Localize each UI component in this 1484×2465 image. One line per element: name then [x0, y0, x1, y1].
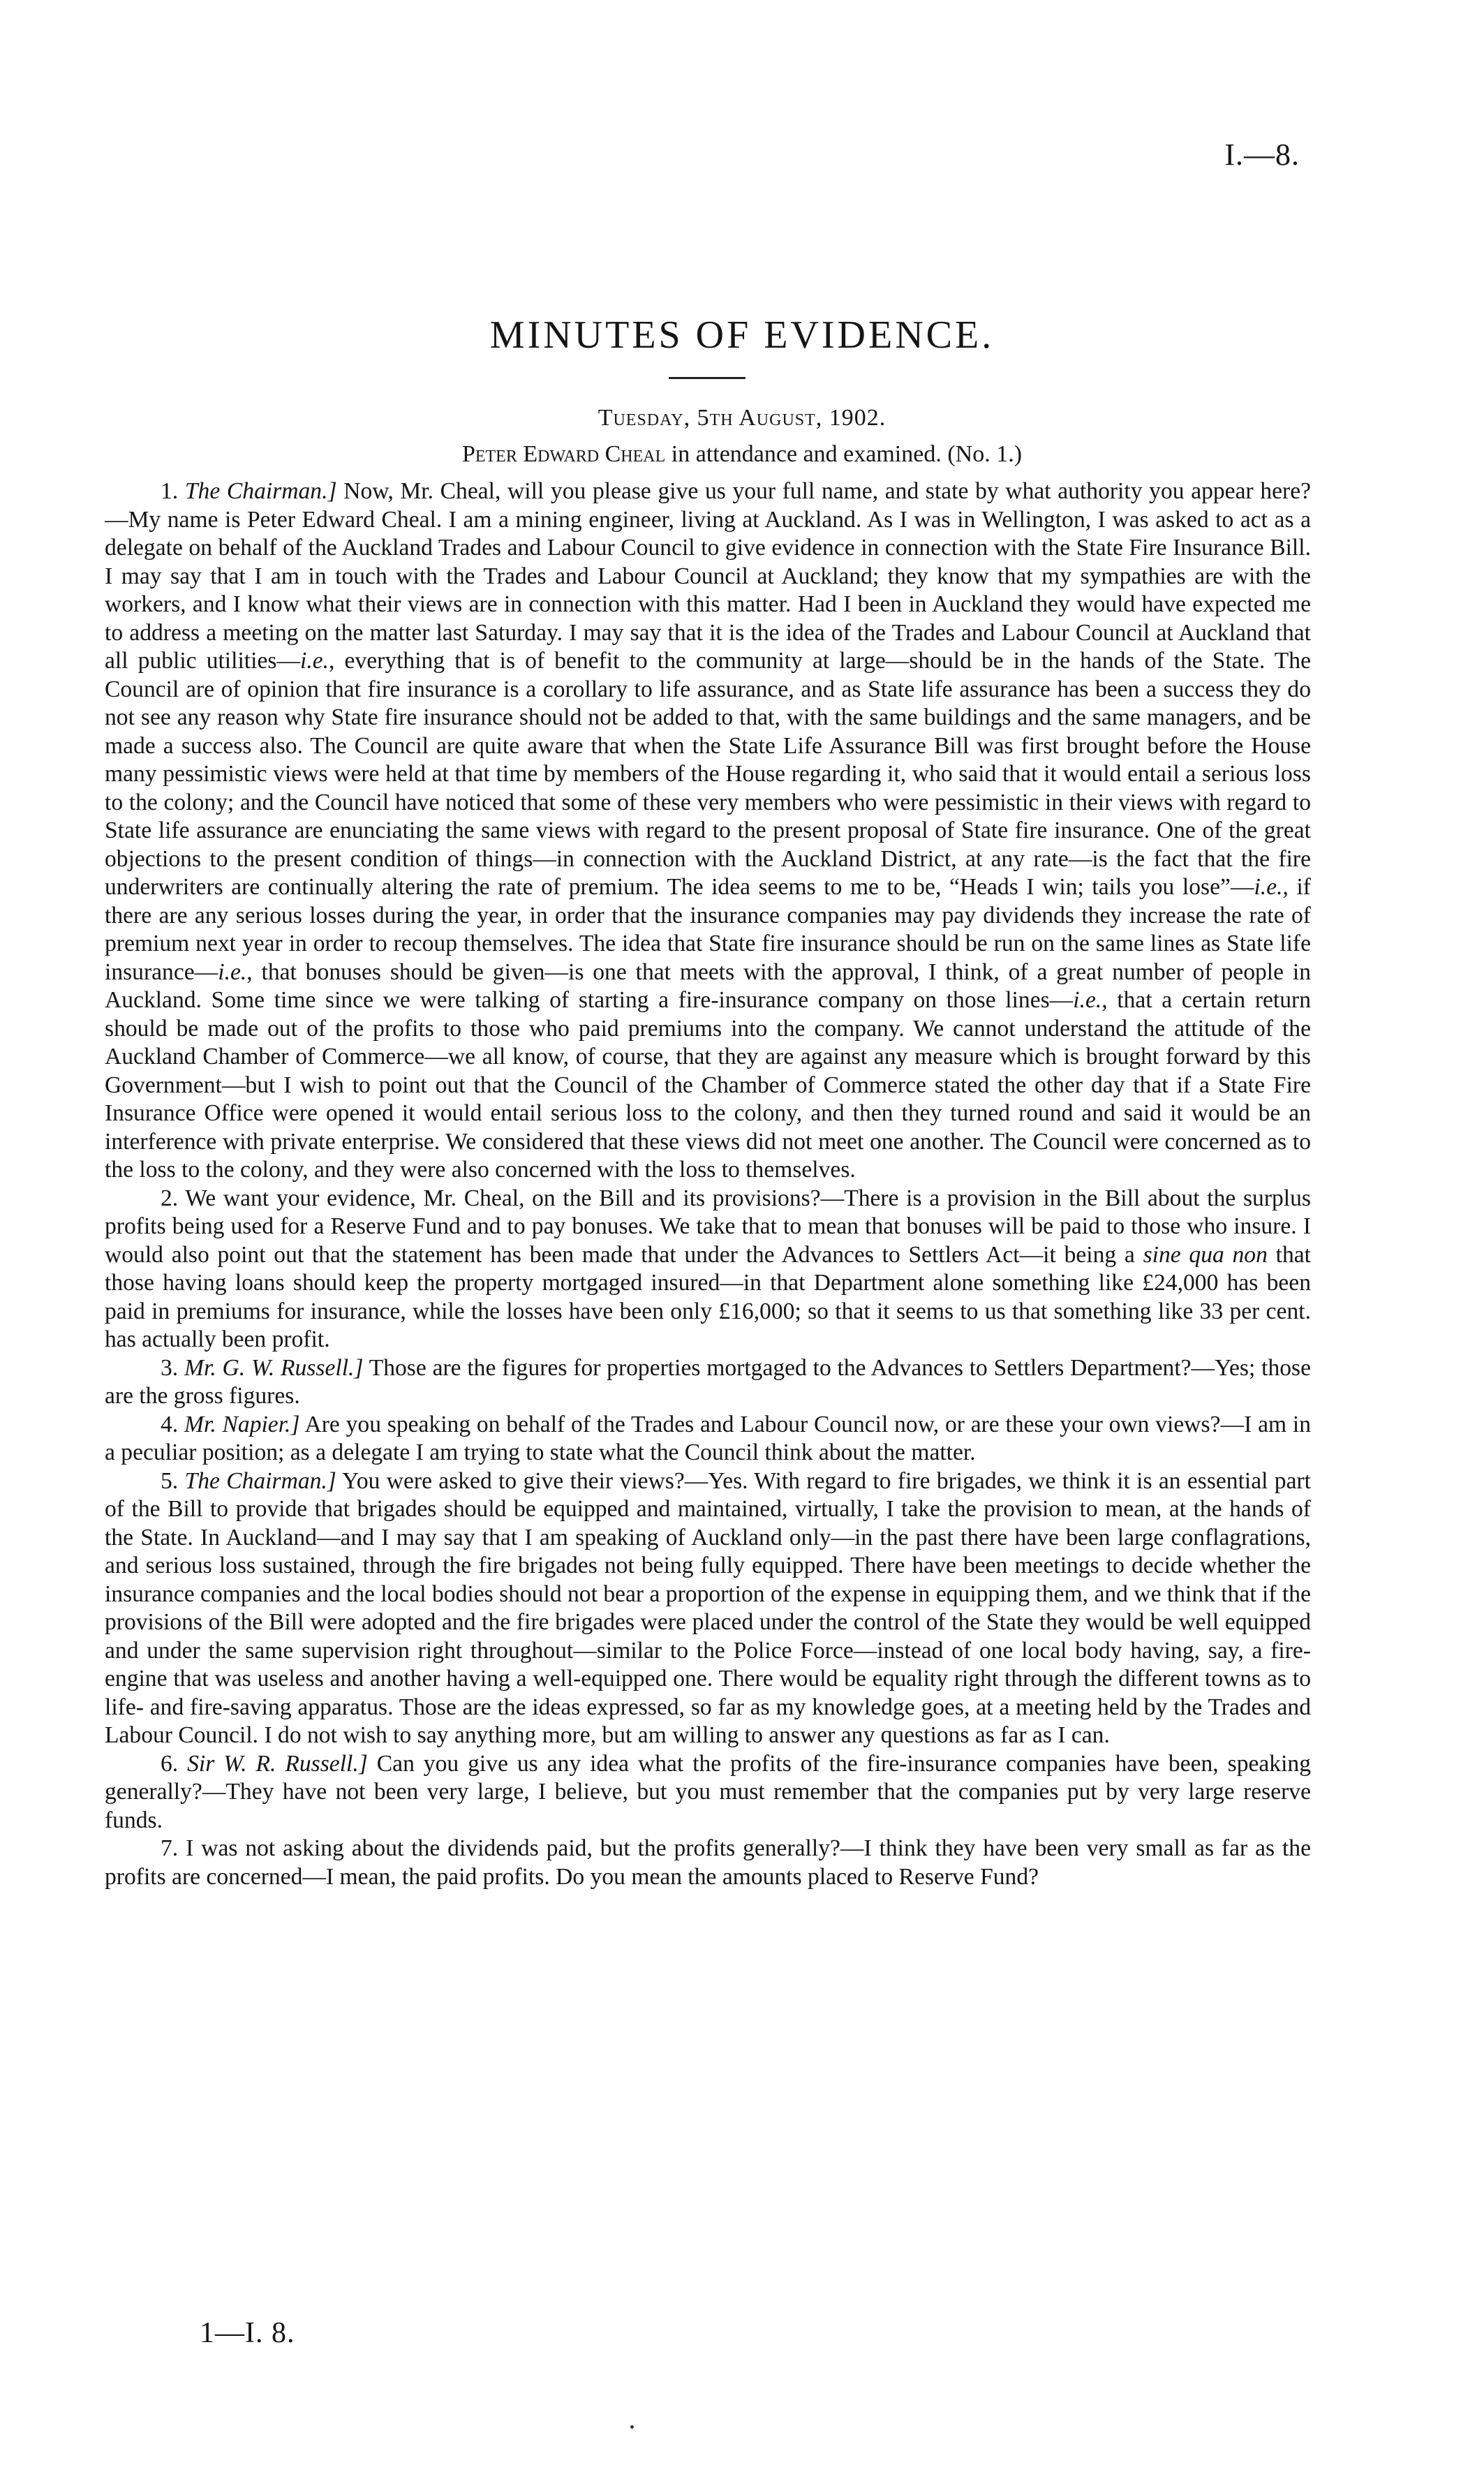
title-rule	[669, 377, 745, 379]
page-title: MINUTES OF EVIDENCE.	[489, 313, 995, 357]
evidence-paragraph	[105, 1354, 1311, 1411]
witness-number: (No. 1.)	[947, 441, 1023, 467]
question-number: 5.	[161, 1467, 179, 1494]
speaker-name: The Chairman.]	[184, 478, 337, 504]
paragraph-text: , if there are any serious losses during the year, in order that the insurance companies may pay dividends they increase the rate of premium next year in order to recoup themselves. The idea that State fire insurance should be run on the same lines as State life insurance—	[105, 874, 1311, 985]
question-number: 7.	[161, 1835, 179, 1861]
paragraph-text: Can you give us any idea what the profits of the fire-insurance companies have been, speaking generally?—They have not been very large, I believe, but you must remember that the companies put by very large reserve funds.	[105, 1750, 1311, 1833]
speaker-name: Sir W. R. Russell.]	[187, 1750, 368, 1777]
witness-name: Peter Edward Cheal	[461, 441, 666, 467]
paragraph-text: We want your evidence, Mr. Cheal, on the Bill and its provisions?—There is a provision in the Bill about the surplus profits being used for a Reserve Fund and to pay bonuses. We take that to mean that bonuses will be paid to those who insure. I would also point out that the statement has been made that under the Advances to Settlers Act—it being a	[105, 1185, 1311, 1268]
italic-phrase: i.e.	[300, 648, 329, 674]
stray-dot	[630, 2425, 634, 2429]
witness-line	[0, 441, 1484, 468]
paragraph-text: Those are the figures for properties mortgaged to the Advances to Settlers Department?—Yes; those are the gross figures.	[105, 1354, 1311, 1409]
page-reference: I.—8.	[1224, 138, 1300, 172]
evidence-paragraph	[105, 1750, 1311, 1835]
evidence-paragraph	[105, 1185, 1311, 1354]
paragraph-text: , that bonuses should be given—is one that meets with the approval, I think, of a great number of people in Auckland. Some time since we were talking of starting a fire-insurance company on those lines—	[105, 958, 1311, 1013]
italic-phrase: sine qua non	[1143, 1241, 1268, 1268]
question-number: 1.	[161, 478, 179, 504]
evidence-paragraph	[105, 1411, 1311, 1467]
question-number: 6.	[161, 1750, 179, 1777]
evidence-body	[105, 478, 1311, 1891]
evidence-paragraph	[105, 1835, 1311, 1891]
paragraph-text: I was not asking about the dividends paid, but the profits generally?—I think they have been very small as far as the profits are concerned—I mean, the paid profits. Do you mean the amounts placed to Reserve Fund?	[105, 1835, 1311, 1890]
paragraph-text: Now, Mr. Cheal, will you please give us your full name, and state by what authority you appear here?—My name is Peter Edward Cheal. I am a mining engineer, living at Auckland. As I was in Wellington, I was asked to act as a delegate on behalf of the Auckland Trades and Labour Council to give evidence in connection with the State Fire Insurance Bill. I may say that I am in touch with the Trades and Labour Council at Auckland; they know that my sympathies are with the workers, and I know what their views are in connection with this matter. Had I been in Auckland they would have expected me to address a meeting on the matter last Saturday. I may say that it is the idea of the Trades and Labour Council at Auckland that all public utilities—	[105, 478, 1312, 674]
witness-status: in attendance and examined.	[671, 441, 942, 467]
paragraph-text: , everything that is of benefit to the community at large—should be in the hands of the State. The Council are of opinion that fire insurance is a corollary to life assurance, and as State life assurance has been a success they do not see any reason why State fire insurance should not be added to that, with the same buildings and the same managers, and be made a success also. The Council are quite aware that when the State Life Assurance Bill was first brought before the House many pessimistic views were held at that time by members of the House regarding it, who said that it would entail a serious loss to the colony; and the Council have noticed that some of these very members who were pessimistic in their views with regard to State life assurance are enunciating the same views with regard to the present proposal of State fire insurance. One of the great objections to the present condition of things—in connection with the Auckland District, at any rate—is the fact that the fire underwriters are continually altering the rate of premium. The idea seems to me to be, “Heads I win; tails you lose”—	[105, 648, 1312, 900]
evidence-paragraph	[105, 1467, 1311, 1750]
italic-phrase: i.e.	[1073, 987, 1102, 1013]
italic-phrase: i.e.	[1254, 874, 1283, 900]
paragraph-text: that those having loans should keep the property mortgaged insured—in that Department alone something like £24,000 has been paid in premiums for insurance, while the losses have been only £16,000; so that it seems to us that something like 33 per cent. has actually been profit.	[105, 1241, 1311, 1352]
session-date: Tuesday, 5th August, 1902.	[598, 405, 886, 431]
speaker-name: The Chairman.]	[184, 1467, 336, 1494]
paragraph-text: You were asked to give their views?—Yes. With regard to fire brigades, we think it is an essential part of the Bill to provide that brigades should be equipped and maintained, virtually, I take the provision to mean, at the hands of the State. In Auckland—and I may say that I am speaking of Auckland only—in the past there have been large conflagrations, and serious loss sustained, through the fire brigades not being fully equipped. There have been meetings to decide whether the insurance companies and the local bodies should not bear a proportion of the expense in equipping them, and we think that if the provisions of the Bill were adopted and the fire brigades were placed under the control of the State they would be well equipped and under the same supervision right throughout—similar to the Police Force—instead of one local body having, say, a fire-engine that was useless and another having a well-equipped one. There would be equality right through the different towns as to life- and fire-saving apparatus. Those are the ideas expressed, so far as my knowledge goes, at a meeting held by the Trades and Labour Council. I do not wish to say anything more, but am willing to answer any questions as far as I can.	[105, 1467, 1311, 1748]
paragraph-text: , that a certain return should be made out of the profits to those who paid premiums into the company. We cannot understand the attitude of the Auckland Chamber of Commerce—we all know, of course, that they are against any measure which is brought forward by this Government—but I wish to point out that the Council of the Chamber of Commerce stated the other day that if a State Fire Insurance Office were opened it would entail serious loss to the colony, and then they turned round and said it would be an interference with private enterprise. We considered that these views did not meet one another. The Council were concerned as to the loss to the colony, and they were also concerned with the loss to themselves.	[105, 987, 1311, 1183]
paragraph-text: Are you speaking on behalf of the Trades and Labour Council now, or are these your own views?—I am in a peculiar position; as a delegate I am trying to state what the Council think about the matter.	[105, 1411, 1312, 1465]
question-number: 4.	[161, 1411, 179, 1437]
speaker-name: Mr. Napier.]	[184, 1411, 300, 1437]
question-number: 3.	[161, 1354, 179, 1381]
evidence-paragraph	[105, 478, 1311, 1185]
speaker-name: Mr. G. W. Russell.]	[184, 1354, 364, 1381]
question-number: 2.	[161, 1185, 179, 1211]
page-signature: 1—I. 8.	[200, 2317, 295, 2349]
italic-phrase: i.e.	[218, 958, 247, 985]
